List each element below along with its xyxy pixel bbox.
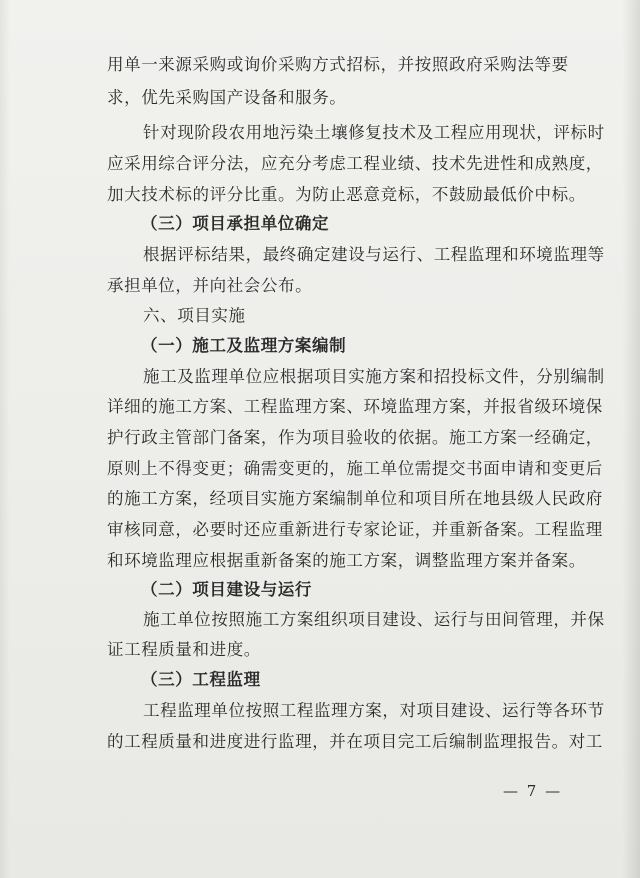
text-line: 和环境监理应根据重新备案的施工方案，调整监理方案并备案。	[107, 551, 586, 570]
page-left-shadow	[0, 0, 10, 878]
section-heading: （三）项目承担单位确定	[141, 214, 330, 233]
text-line: 审核同意，必要时还应重新进行专家论证，并重新备案。工程监理	[107, 520, 603, 539]
text-line: 护行政主管部门备案，作为项目验收的依据。施工方案一经确定，	[107, 428, 603, 447]
text-line: 用单一来源采购或询价采购方式招标，并按照政府采购法等要	[107, 55, 569, 74]
text-line: 原则上不得变更；确需变更的，施工单位需提交书面申请和变更后	[107, 459, 603, 478]
text-line: 承担单位，并向社会公布。	[107, 276, 313, 295]
text-line: 证工程质量和进度。	[107, 640, 261, 659]
text-line: 详细的施工方案、工程监理方案、环境监理方案，并报省级环境保	[107, 397, 603, 416]
text-line: 施工及监理单位应根据项目实施方案和招投标文件，分别编制	[143, 367, 605, 386]
text-line: 的工程质量和进度进行监理，并在项目完工后编制监理报告。对工	[107, 732, 603, 751]
section-heading: （二）项目建设与运行	[141, 580, 312, 599]
text-line: 施工单位按照施工方案组织项目建设、运行与田间管理，并保	[143, 610, 605, 629]
chapter-heading: 六、项目实施	[143, 306, 246, 325]
text-line: 加大技术标的评分比重。为防止恶意竞标，不鼓励最低价中标。	[107, 185, 586, 204]
section-heading: （三）工程监理	[141, 670, 261, 689]
text-line: 工程监理单位按照工程监理方案，对项目建设、运行等各环节	[143, 701, 605, 720]
page-edge-shadow	[622, 0, 640, 878]
text-line: 应采用综合评分法，应充分考虑工程业绩、技术先进性和成熟度，	[107, 154, 603, 173]
text-line: 针对现阶段农用地污染土壤修复技术及工程应用现状，评标时	[143, 123, 605, 142]
text-line: 求，优先采购国产设备和服务。	[107, 88, 347, 107]
page-number: — 7 —	[503, 782, 563, 800]
text-line: 的施工方案，经项目实施方案编制单位和项目所在地县级人民政府	[107, 489, 603, 508]
text-line: 根据评标结果，最终确定建设与运行、工程监理和环境监理等	[143, 245, 605, 264]
section-heading: （一）施工及监理方案编制	[141, 336, 347, 355]
